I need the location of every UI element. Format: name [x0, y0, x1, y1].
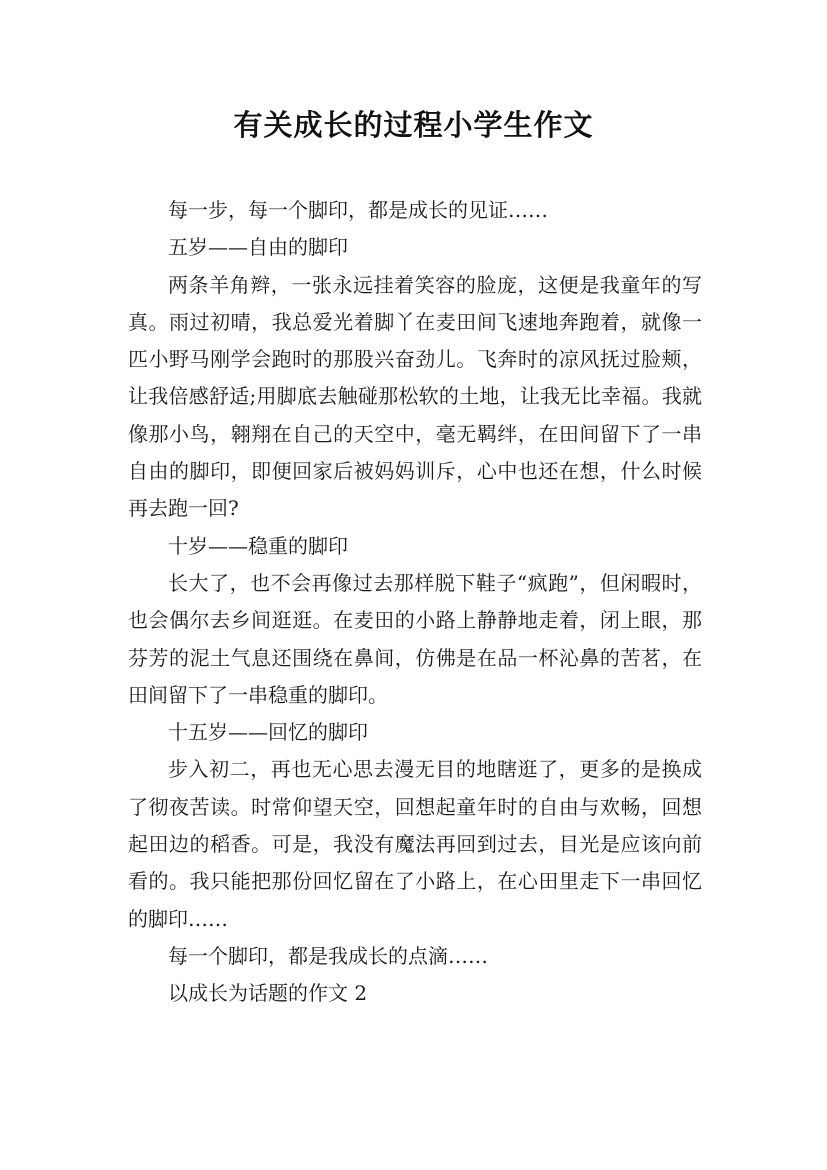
paragraph-age-ten: 长大了，也不会再像过去那样脱下鞋子“疯跑”，但闲暇时，也会偶尔去乡间逛逛。在麦田的小路上静静地走着，闭上眼，那芬芳的泥土气息还围绕在鼻间，仿佛是在品一杯沁鼻的苦茗，在田间留下了一串稳重的脚印。	[128, 570, 702, 707]
paragraph-intro: 每一步，每一个脚印，都是成长的见证……	[168, 198, 548, 222]
document-title: 有关成长的过程小学生作文	[233, 108, 594, 142]
paragraph-age-fifteen: 步入初二，再也无心思去漫无目的地瞎逛了，更多的是换成了彻夜苦读。时常仰望天空，回想起童年时的自由与欢畅，回想起田边的稻香。可是，我没有魔法再回到过去，目光是应该向前看的。我只能把那份回忆留在了小路上，在心田里走下一串回忆的脚印……	[128, 757, 702, 931]
section-heading-age-five: 五岁——自由的脚印	[168, 235, 348, 260]
document-body	[128, 192, 702, 1013]
next-essay-heading: 以成长为话题的作文 2	[168, 981, 368, 1006]
paragraph-age-five: 两条羊角辫，一张永远挂着笑容的脸庞，这便是我童年的写真。雨过初晴，我总爱光着脚丫在麦田间飞速地奔跑着，就像一匹小野马刚学会跑时的那股兴奋劲儿。飞奔时的凉风抚过脸颊，让我倍感舒适;用脚底去触碰那松软的土地，让我无比幸福。我就像那小鸟，翱翔在自己的天空中，毫无羁绊，在田间留下了一串自由的脚印，即便回家后被妈妈训斥，心中也还在想，什么时候再去跑一回?	[128, 272, 702, 521]
paragraph-conclusion: 每一个脚印，都是我成长的点滴……	[168, 943, 488, 968]
section-heading-age-fifteen: 十五岁——回忆的脚印	[168, 720, 368, 745]
section-heading-age-ten: 十岁——稳重的脚印	[168, 533, 348, 558]
